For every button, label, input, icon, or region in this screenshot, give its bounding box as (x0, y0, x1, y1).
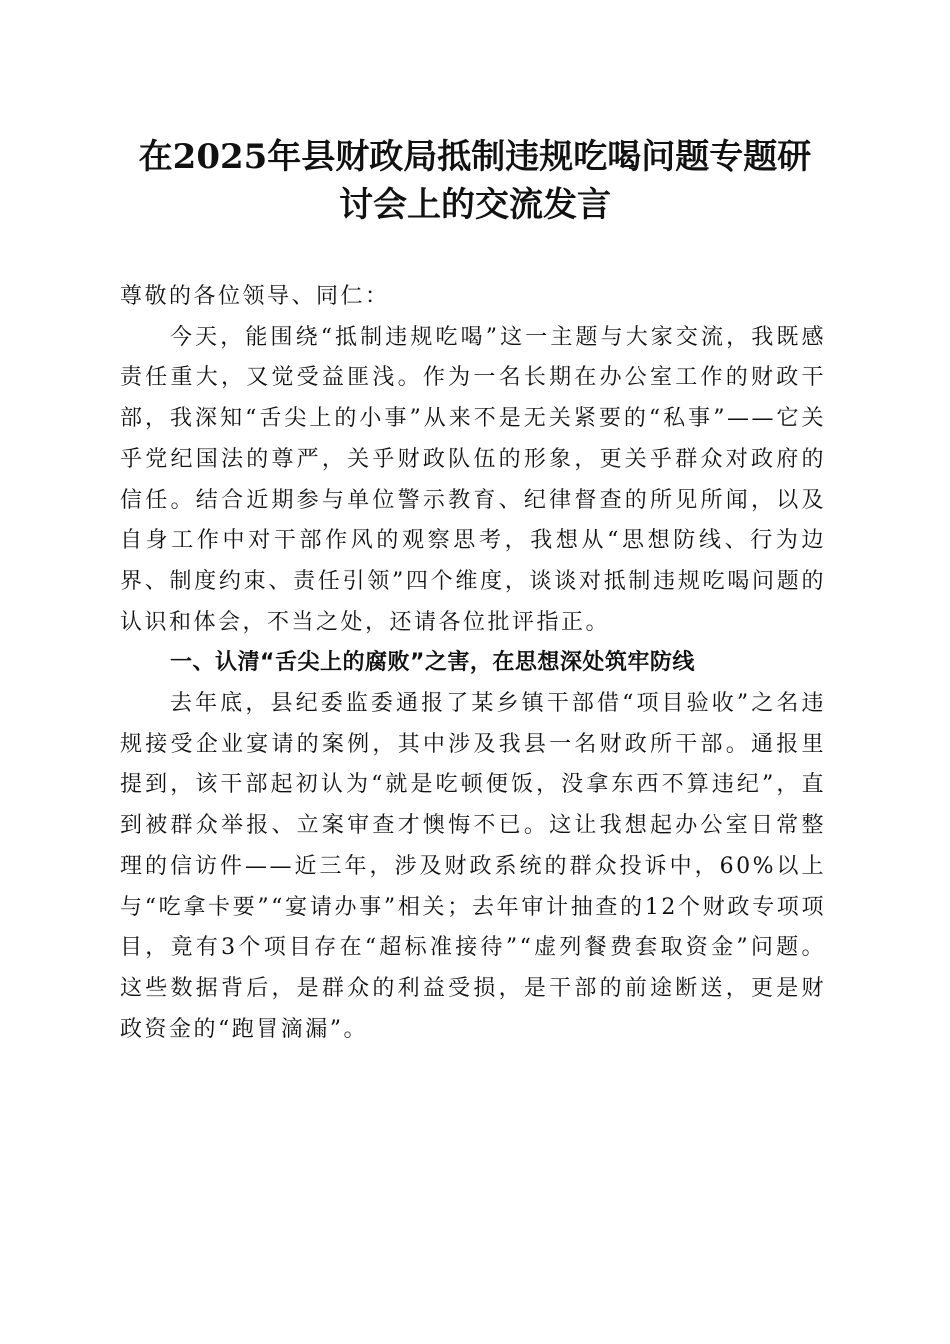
title-line-1: 在2025年县财政局抵制违规吃喝问题专题研 (138, 137, 812, 177)
document-body (120, 277, 826, 1050)
section-heading-1: 一、认清“舌尖上的腐败”之害，在思想深处筑牢防线 (170, 650, 695, 676)
paragraph-section-1: 去年底，县纪委监委通报了某乡镇干部借“项目验收”之名违规接受企业宴请的案例，其中涉及我县一名财政所干部。通报里提到，该干部起初认为“就是吃顿便饭，没拿东西不算违纪”，直到被群众举报、立案审查才懊悔不已。这让我想起办公室日常整理的信访件——近三年，涉及财政系统的群众投诉中，60%以上与“吃拿卡要”“宴请办事”相关；去年审计抽查的12个财政专项项目，竟有3个项目存在“超标准接待”“虚列餐费套取资金”问题。这些数据背后，是群众的利益受损，是干部的前途断送，更是财政资金的“跑冒滴漏”。 (120, 691, 826, 1042)
title-line-2: 讨会上的交流发言 (339, 185, 611, 225)
paragraph-intro: 今天，能围绕“抵制违规吃喝”这一主题与大家交流，我既感责任重大，又觉受益匪浅。作为一名长期在办公室工作的财政干部，我深知“舌尖上的小事”从来不是无关紧要的“私事”——它关乎党纪国法的尊严，关乎财政队伍的形象，更关乎群众对政府的信任。结合近期参与单位警示教育、纪律督查的所见所闻，以及自身工作中对干部作风的观察思考，我想从“思想防线、行为边界、制度约束、责任引领”四个维度，谈谈对抵制违规吃喝问题的认识和体会，不当之处，还请各位批评指正。 (120, 324, 826, 635)
salutation: 尊敬的各位领导、同仁： (120, 284, 390, 309)
document-title (110, 133, 840, 229)
